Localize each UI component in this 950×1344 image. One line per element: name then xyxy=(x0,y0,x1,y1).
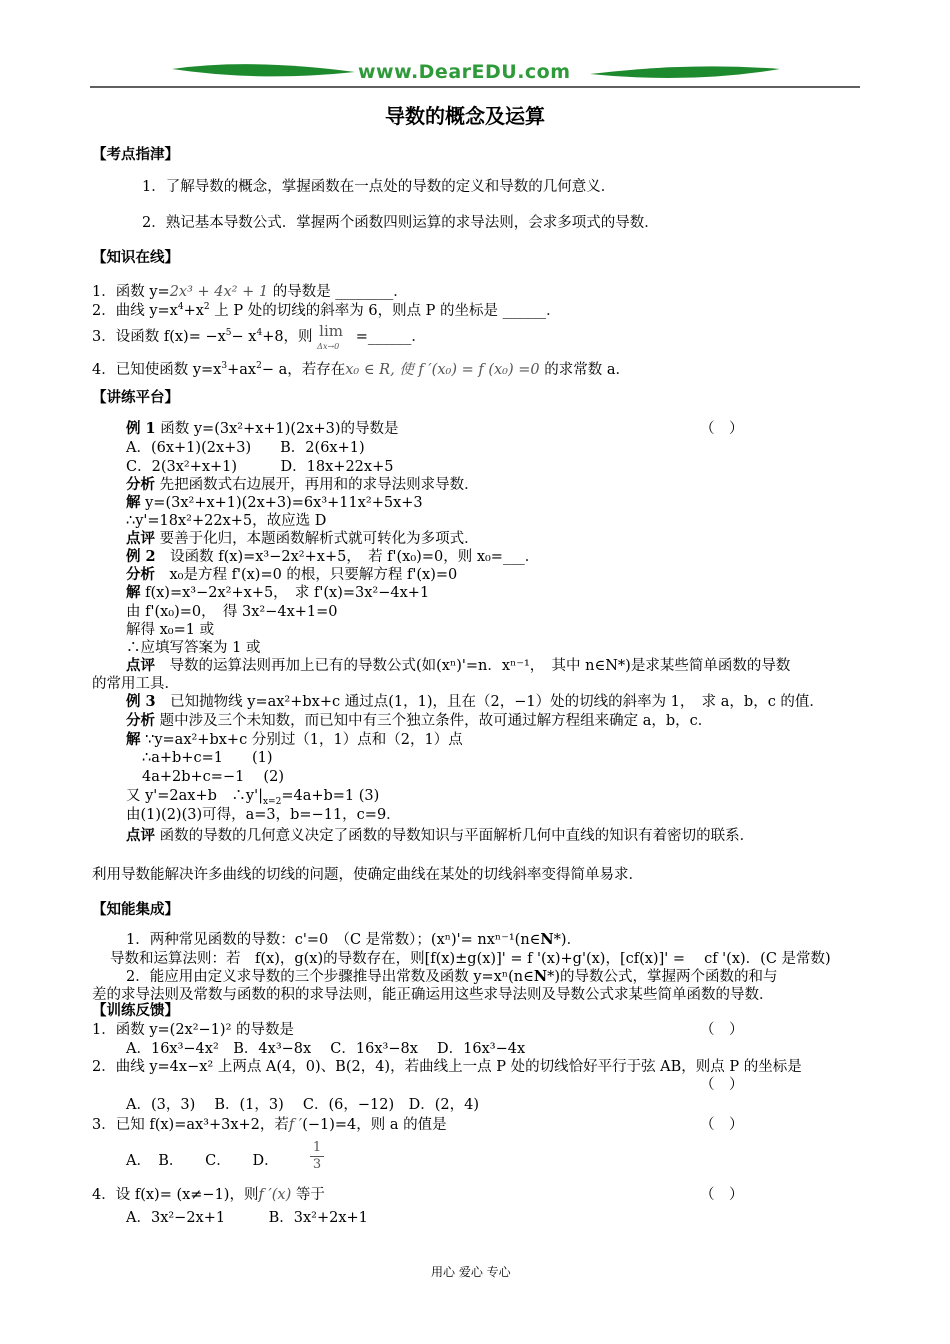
zhineng-point-2-cont: 差的求导法则及常数与函数的积的求导法则，能正确运用这些求导法则及导数公式求某些简单函数的导数． xyxy=(92,987,774,1003)
exercise-2-paren: （ ） xyxy=(700,1077,744,1093)
exercise-1-options: A．16x³−4x² B．4x³−8x C．16x³−8x D．16x³−4x xyxy=(126,1041,526,1057)
kaodian-point-1: 1．了解导数的概念，掌握函数在一点处的导数的定义和导数的几何意义． xyxy=(142,179,616,195)
example-2-analysis: 分析 x₀是方程 f'(x)=0 的根，只要解方程 f'(x)=0 xyxy=(126,566,458,583)
exercise-4-stem: 4．设 f(x)= (x≠−1)，则f ′(x) 等于 xyxy=(92,1187,325,1203)
example-1-solution: 解 y=(3x²+x+1)(2x+3)=6x³+11x²+5x+3 xyxy=(126,494,423,511)
example-3-result: 由(1)(2)(3)可得，a=3，b=−11，c=9． xyxy=(126,807,401,823)
example-1-paren: （ ） xyxy=(700,421,744,437)
exercise-2-stem: 2．曲线 y=4x−x² 上两点 A(4，0)、B(2，4)，若曲线上一点 P 处的切线恰好平行于弦 AB，则点 P 的坐标是 xyxy=(92,1059,802,1075)
limit-subscript: Δx→0 xyxy=(317,342,340,351)
example-3-stem: 例 3 已知抛物线 y=ax²+bx+c 通过点(1，1)，且在（2，−1）处的切线的斜率为 1， 求 a，b，c 的值． xyxy=(126,693,824,710)
example-1-options-ab: A．(6x+1)(2x+3) B．2(6x+1) xyxy=(126,440,365,456)
section-heading-zhishi: 【知识在线】 xyxy=(92,250,179,266)
example-1-stem: 例 1 函数 y=(3x²+x+1)(2x+3)的导数是 xyxy=(126,420,399,437)
exercise-4-paren: （ ） xyxy=(700,1187,744,1203)
zhineng-point-1: 1．两种常见函数的导数：c'=0 （C 是常数）；(xⁿ)'= nxⁿ⁻¹(n∈N*)． xyxy=(126,931,582,948)
formula-q1: 2x³ + 4x² + 1 xyxy=(169,284,269,300)
zhineng-point-2: 2．能应用由定义求导数的三个步骤推导出常数及函数 y=xⁿ(n∈N*)的导数公式，掌握两个函数的和与 xyxy=(126,968,778,985)
page-footer: 用心 爱心 专心 xyxy=(431,1265,511,1279)
section-heading-jianglian: 【讲练平台】 xyxy=(92,390,179,406)
exercise-2-options: A．(3，3) B．(1，3) C．(6，−12) D．(2，4) xyxy=(126,1097,479,1113)
example-3-eq-3: 又 y'=2ax+b $\therefore y'|_{x=2}=4a+b=1$ (3) xyxy=(126,788,380,807)
exercise-1-paren: （ ） xyxy=(700,1022,744,1038)
right-leaf-icon xyxy=(590,66,780,78)
example-2-comment: 点评 导数的运算法则再加上已有的导数公式(如(xⁿ)'=n．xⁿ⁻¹， 其中 n∈N*)是求某些简单函数的导数 xyxy=(126,657,791,674)
site-name: www.DearEDU.com xyxy=(358,61,571,83)
formula-q4: x₀ ∈ R, 使 f ′(x₀) = f (x₀) =0 xyxy=(345,362,540,378)
section-heading-xunlian: 【训练反馈】 xyxy=(92,1003,179,1019)
example-2-solution: 解 f(x)=x³−2x²+x+5， 求 f'(x)=3x²−4x+1 xyxy=(126,584,430,601)
exercise-4-options: A．3x²−2x+1 B．3x²+2x+1 xyxy=(126,1210,368,1226)
zhishi-question-3: 3．设函数 $f(x)= -x^5- x^4+8$，则 lim Δx→0 =______． xyxy=(92,328,426,346)
example-1-analysis: 分析 先把函数式右边展开，再用和的求导法则求导数． xyxy=(126,476,479,493)
zhineng-rules: 导数和运算法则：若 f(x)，g(x)的导数存在，则[f(x)±g(x)]' = f '(x)+g'(x)，[cf(x)]' = cf '(x)．(C 是常数) xyxy=(110,951,831,967)
example-3-eq-2: 4a+2b+c=−1 (2) xyxy=(142,769,284,785)
summary-line: 利用导数能解决许多曲线的切线的问题，使确定曲线在某处的切线斜率变得简单易求． xyxy=(92,867,643,883)
left-leaf-icon xyxy=(172,64,355,76)
example-2-step-2: 解得 x₀=1 或 xyxy=(126,622,215,638)
example-2-step-1: 由 f'(x₀)=0， 得 3x²−4x+1=0 xyxy=(126,604,338,620)
example-2-comment-cont: 的常用工具． xyxy=(92,676,179,692)
limit-symbol: lim xyxy=(319,322,343,340)
zhishi-question-2: 2．曲线 $y=x^4+x^2$ 上 P 处的切线的斜率为 6，则点 P 的坐标是 ______． xyxy=(92,302,561,319)
exercise-1-stem: 1．函数 y=(2x²−1)² 的导数是 xyxy=(92,1022,295,1038)
exercise-3-options: A． B． C． D． xyxy=(126,1153,279,1169)
zhishi-question-4: 4．已知使函数 $y=x^3+ax^2- a$，若存在x₀ ∈ R, 使 f ′(x₀) = f (x₀) =0 的求常数 a． xyxy=(92,361,630,378)
example-3-analysis: 分析 题中涉及三个未知数，而已知中有三个独立条件，故可通过解方程组来确定 a，b，c． xyxy=(126,712,713,729)
example-2-stem: 例 2 设函数 f(x)=x³−2x²+x+5， 若 f'(x₀)=0，则 x₀=___． xyxy=(126,548,540,565)
example-2-step-3: ∴应填写答案为 1 或 xyxy=(126,640,261,656)
example-1-answer: ∴y'=18x²+22x+5，故应选 D xyxy=(126,513,327,529)
section-heading-zhineng: 【知能集成】 xyxy=(92,902,179,918)
section-heading-kaodian: 【考点指津】 xyxy=(92,147,179,163)
fraction-one-third: 1 3 xyxy=(310,1140,324,1173)
example-1-options-cd: C．2(3x²+x+1) D．18x+22x+5 xyxy=(126,459,394,475)
example-3-comment: 点评 函数的导数的几何意义决定了函数的导数知识与平面解析几何中直线的知识有着密切的联系． xyxy=(126,827,755,844)
page-title: 导数的概念及运算 xyxy=(385,104,545,128)
example-3-solution: 解 ∵y=ax²+bx+c 分别过（1，1）点和（2，1）点 xyxy=(126,731,463,748)
kaodian-point-2: 2．熟记基本导数公式．掌握两个函数四则运算的求导法则，会求多项式的导数． xyxy=(142,215,659,231)
exercise-3-paren: （ ） xyxy=(700,1117,744,1133)
example-1-comment: 点评 要善于化归，本题函数解析式就可转化为多项式． xyxy=(126,530,479,547)
exercise-3-stem: 3．已知 f(x)=ax³+3x+2，若f ′(−1)=4，则 a 的值是 xyxy=(92,1117,447,1133)
zhishi-question-1: 1．函数 y=2x³ + 4x² + 1 的导数是 ________． xyxy=(92,284,408,300)
example-3-eq-1: ∴a+b+c=1 (1) xyxy=(142,750,273,766)
